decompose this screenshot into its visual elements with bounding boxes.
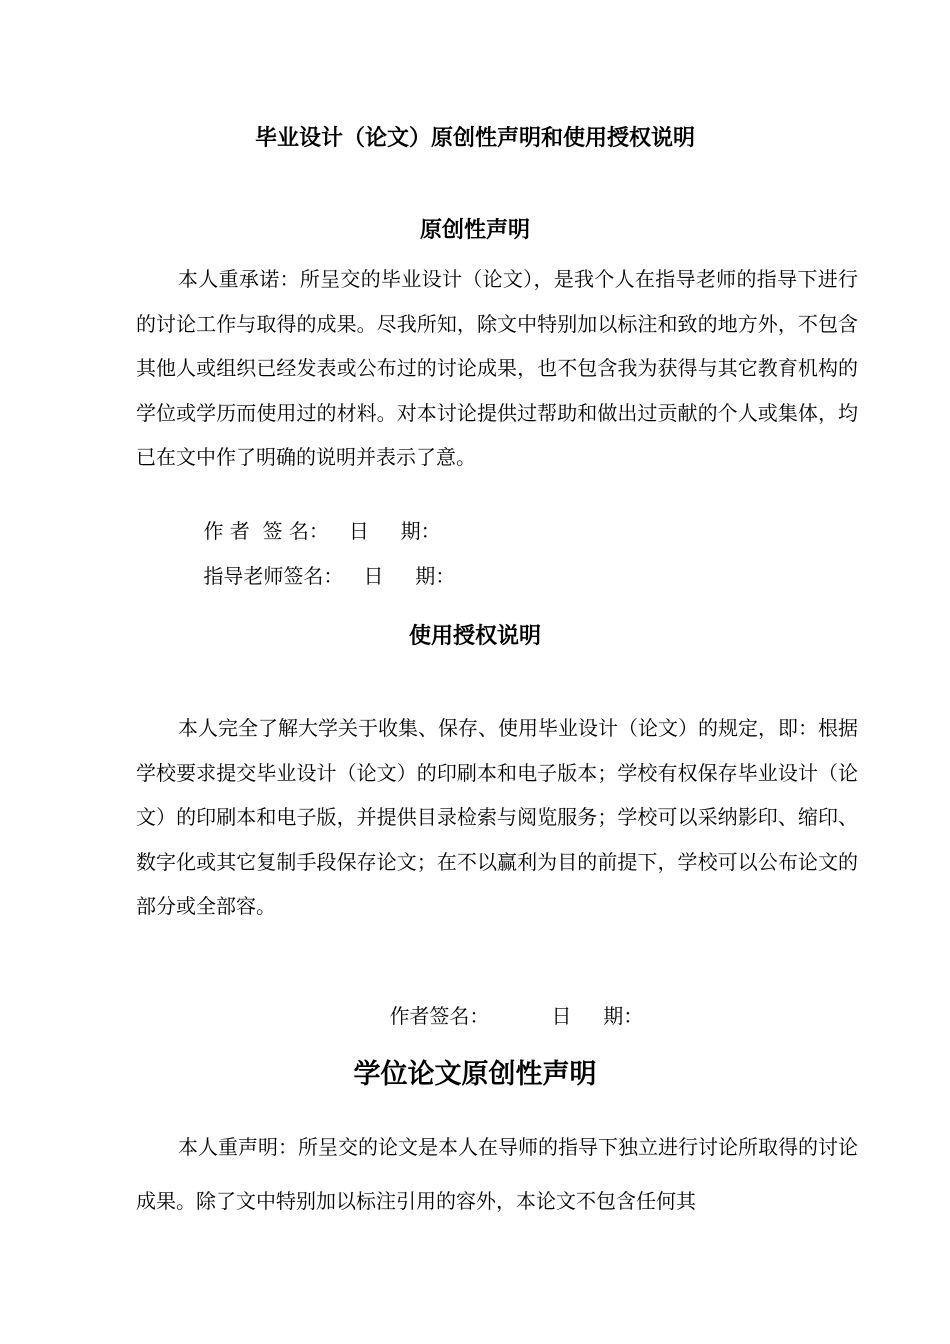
degree-statement-body: 本人重声明：所呈交的论文是本人在导师的指导下独立进行讨论所取得的讨论成果。除了文中特别加以标注引用的容外，本论文不包含任何其 — [136, 1135, 858, 1213]
degree-statement-heading: 学位论文原创性声明 — [353, 1059, 597, 1090]
authorization-body: 本人完全了解大学关于收集、保存、使用毕业设计（论文）的规定，即：根据学校要求提交毕业设计（论文）的印刷本和电子版本；学校有权保存毕业设计（论文）的印刷本和电子版，并提供目录检索与阅览服务；学校可以采纳影印、缩印、数字化或其它复制手段保存论文；在不以赢利为目的前提下，学校可以公布论文的部分或全部容。 — [136, 716, 858, 918]
advisor-signature-line — [178, 531, 455, 621]
document-title: 毕业设计（论文）原创性声明和使用授权说明 — [254, 126, 695, 151]
author-date-label: 日 期： — [348, 519, 441, 543]
authorization-sign-label: 作者签名： — [389, 1004, 490, 1028]
authorization-date-label: 日 期： — [551, 1004, 644, 1028]
originality-body: 本人重承诺：所呈交的毕业设计（论文），是我个人在指导老师的指导下进行的讨论工作与取得的成果。尽我所知，除文中特别加以标注和致的地方外，不包含其他人或组织已经发表或公布过的讨论成果，也不包含我为获得与其它教育机构的学位或学历而使用过的材料。对本讨论提供过帮助和做出过贡献的个人或集体，均已在文中作了明确的说明并表示了意。 — [136, 267, 858, 469]
authorization-heading: 使用授权说明 — [408, 624, 541, 649]
advisor-sign-label: 指导老师签名： — [203, 564, 344, 588]
authorization-signature-line — [364, 971, 643, 1061]
originality-heading: 原创性声明 — [419, 218, 530, 243]
advisor-date-label: 日 期： — [363, 564, 456, 588]
author-sign-label: 作 者 签 名： — [203, 519, 329, 543]
